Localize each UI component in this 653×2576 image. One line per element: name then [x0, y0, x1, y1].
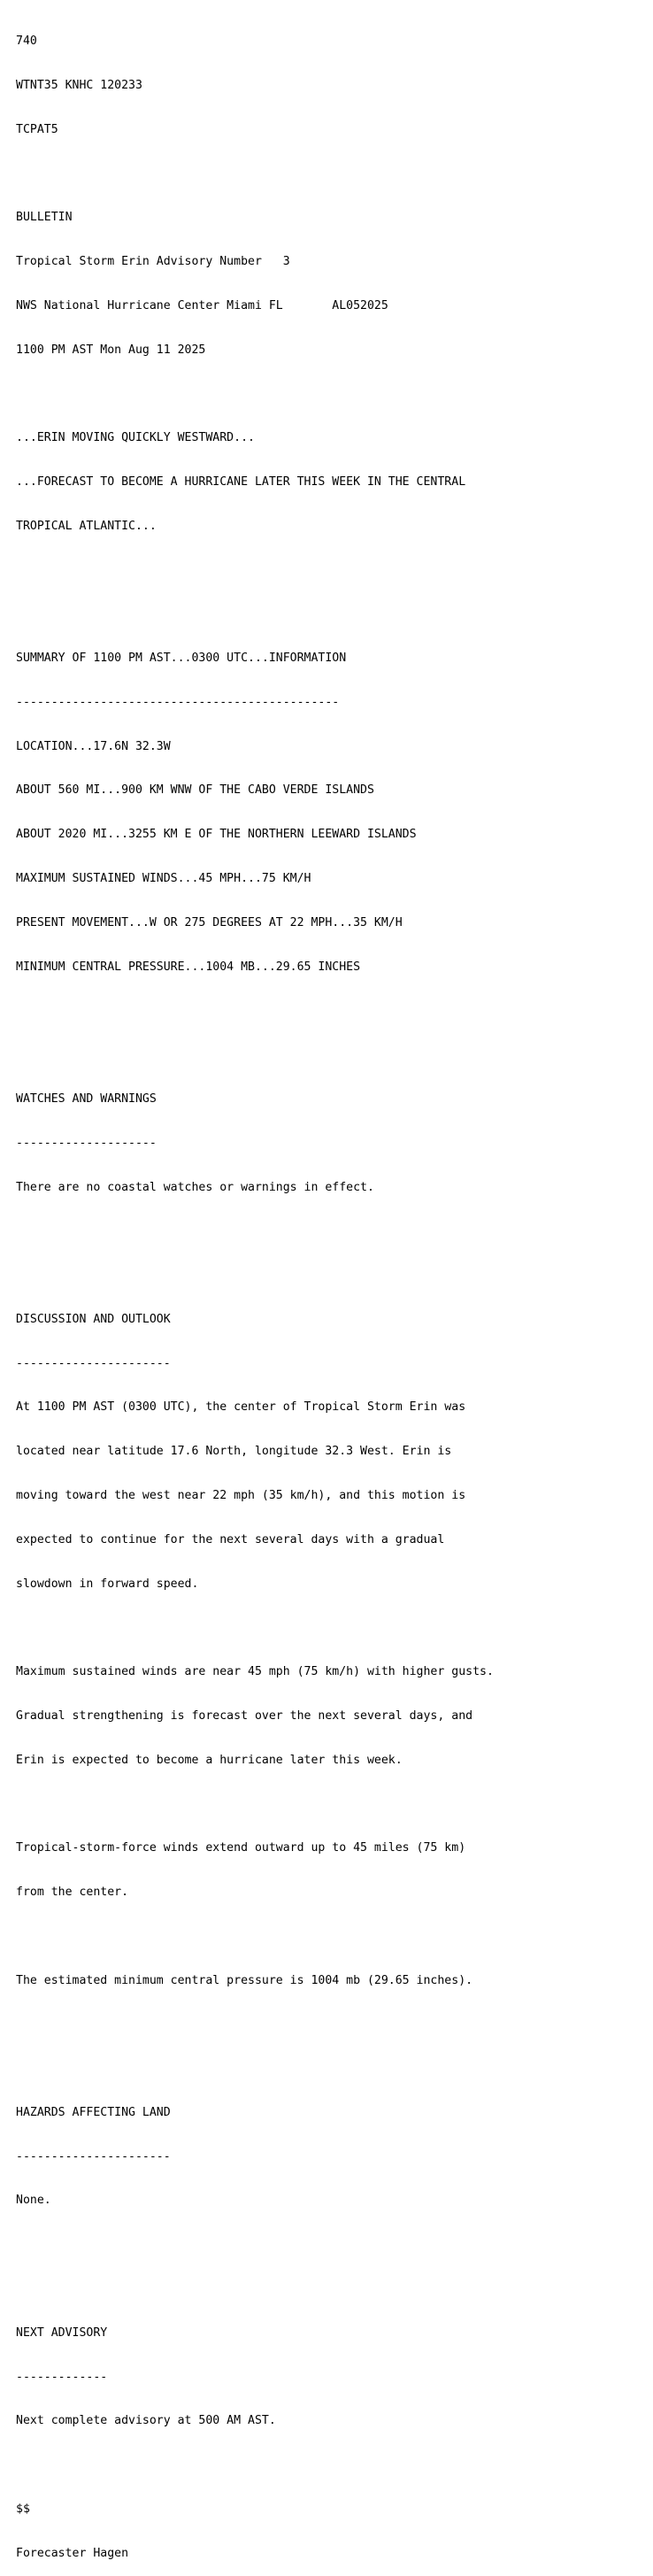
discussion-line: from the center.: [16, 1886, 129, 1899]
awips-id: TCPAT5: [16, 122, 58, 136]
discussion-line: located near latitude 17.6 North, longitude 32.3 West. Erin is: [16, 1445, 452, 1459]
hazards-heading: HAZARDS AFFECTING LAND: [16, 2105, 171, 2119]
discussion-line: Erin is expected to become a hurricane later this week.: [16, 1753, 403, 1767]
summary-pressure: MINIMUM CENTRAL PRESSURE...1004 MB...29.65 INCHES: [16, 960, 361, 974]
headline: ...FORECAST TO BECOME A HURRICANE LATER THIS WEEK IN THE CENTRAL: [16, 475, 466, 489]
issuing-office: NWS National Hurricane Center Miami FL AL052025: [16, 298, 388, 312]
blank-line: [16, 167, 494, 182]
hazards-text: None.: [16, 2194, 51, 2208]
summary-movement: PRESENT MOVEMENT...W OR 275 DEGREES AT 22 MPH...35 KM/H: [16, 915, 403, 929]
issue-time: 1100 PM AST Mon Aug 11 2025: [16, 343, 206, 357]
bulletin-label: BULLETIN: [16, 211, 73, 225]
discussion-rule: ----------------------: [16, 1356, 171, 1370]
summary-rule: ----------------------------------------------: [16, 695, 340, 709]
blank-line: [16, 564, 494, 579]
summary-location: LOCATION...17.6N 32.3W: [16, 739, 171, 753]
product-id: 740: [16, 35, 37, 49]
advisory-text: [16, 5, 494, 2576]
blank-line: [16, 387, 494, 402]
discussion-line: The estimated minimum central pressure is 1004 mb (29.65 inches).: [16, 1973, 473, 1987]
blank-line: [16, 1224, 494, 1239]
blank-line: [16, 2238, 494, 2253]
discussion-line: At 1100 PM AST (0300 UTC), the center of Tropical Storm Erin was: [16, 1400, 466, 1415]
blank-line: [16, 1621, 494, 1636]
blank-line: [16, 2062, 494, 2077]
next-advisory-heading: NEXT ADVISORY: [16, 2325, 108, 2340]
summary-distance-cabo-verde: ABOUT 560 MI...900 KM WNW OF THE CABO VERDE ISLANDS: [16, 783, 374, 798]
discussion-line: Maximum sustained winds are near 45 mph (75 km/h) with higher gusts.: [16, 1665, 494, 1679]
discussion-line: Tropical-storm-force winds extend outward up to 45 miles (75 km): [16, 1841, 466, 1855]
discussion-heading: DISCUSSION AND OUTLOOK: [16, 1312, 171, 1326]
discussion-line: moving toward the west near 22 mph (35 km/h), and this motion is: [16, 1488, 466, 1502]
watches-rule: --------------------: [16, 1136, 157, 1150]
blank-line: [16, 1004, 494, 1019]
watches-text: There are no coastal watches or warnings in effect.: [16, 1180, 374, 1194]
forecaster-signature: Forecaster Hagen: [16, 2546, 129, 2560]
summary-distance-leeward: ABOUT 2020 MI...3255 KM E OF THE NORTHERN LEEWARD ISLANDS: [16, 828, 417, 842]
wmo-header: WTNT35 KNHC 120233: [16, 78, 142, 92]
blank-line: [16, 2458, 494, 2473]
blank-line: [16, 2017, 494, 2032]
discussion-line: expected to continue for the next several days with a gradual: [16, 1532, 445, 1546]
blank-line: [16, 607, 494, 622]
summary-heading: SUMMARY OF 1100 PM AST...0300 UTC...INFORMATION: [16, 652, 347, 666]
next-advisory-text: Next complete advisory at 500 AM AST.: [16, 2414, 276, 2428]
hazards-rule: ----------------------: [16, 2149, 171, 2163]
blank-line: [16, 1048, 494, 1063]
headline: TROPICAL ATLANTIC...: [16, 519, 157, 533]
advisory-title: Tropical Storm Erin Advisory Number 3: [16, 255, 290, 269]
discussion-line: slowdown in forward speed.: [16, 1577, 199, 1591]
blank-line: [16, 1797, 494, 1812]
summary-max-winds: MAXIMUM SUSTAINED WINDS...45 MPH...75 KM/H: [16, 872, 311, 886]
end-marker: $$: [16, 2502, 30, 2516]
blank-line: [16, 2282, 494, 2297]
headline: ...ERIN MOVING QUICKLY WESTWARD...: [16, 431, 255, 445]
next-advisory-rule: -------------: [16, 2370, 108, 2384]
discussion-line: Gradual strengthening is forecast over the next several days, and: [16, 1708, 473, 1723]
blank-line: [16, 1930, 494, 1945]
blank-line: [16, 1269, 494, 1284]
watches-heading: WATCHES AND WARNINGS: [16, 1091, 157, 1106]
